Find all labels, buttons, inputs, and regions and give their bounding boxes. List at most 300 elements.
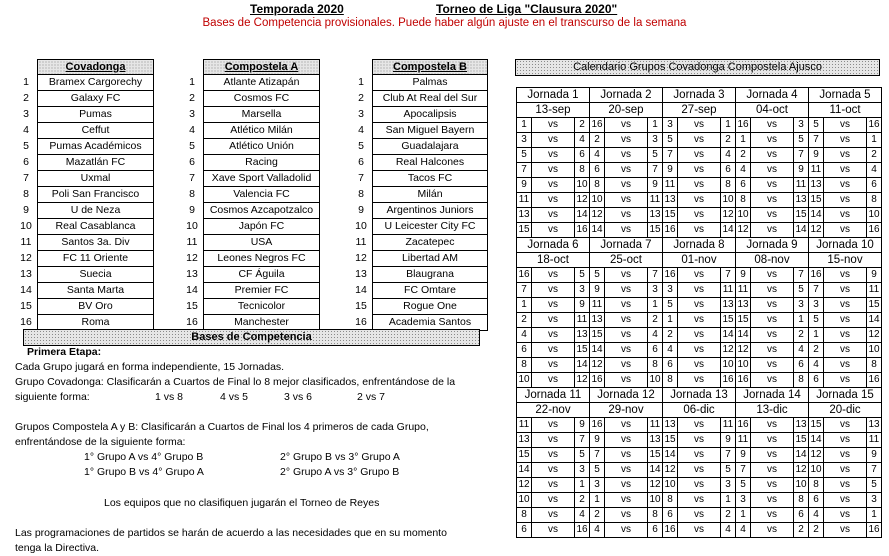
team-row (15, 235, 154, 251)
match-row (517, 178, 882, 193)
team-number: 4 (358, 124, 364, 136)
home-team-number: 4 (809, 358, 824, 373)
vs-label: vs (751, 433, 794, 448)
team-number: 7 (358, 172, 364, 184)
match-row (517, 163, 882, 178)
vs-label: vs (605, 268, 648, 283)
jornada-date: 11-oct (809, 103, 882, 118)
home-team-number: 15 (809, 193, 824, 208)
away-team-number: 15 (867, 298, 882, 313)
away-team-number: 1 (575, 478, 590, 493)
comp-pair-2: 2° Grupo B vs 3° Grupo A (280, 451, 400, 463)
home-team-number: 1 (809, 328, 824, 343)
away-team-number: 2 (575, 493, 590, 508)
away-team-number: 1 (794, 313, 809, 328)
team-row (350, 171, 488, 187)
jornada-label: Jornada 10 (809, 238, 882, 253)
team-row (350, 91, 488, 107)
home-team-number: 9 (736, 268, 751, 283)
home-team-number: 10 (736, 208, 751, 223)
away-team-number: 13 (721, 298, 736, 313)
vs-label: vs (824, 208, 867, 223)
vs-label: vs (605, 523, 648, 538)
away-team-number: 1 (867, 508, 882, 523)
vs-label: vs (605, 463, 648, 478)
team-number: 12 (186, 252, 198, 264)
jornada-date: 01-nov (663, 253, 736, 268)
home-team-number: 8 (736, 193, 751, 208)
jornada-date: 25-oct (590, 253, 663, 268)
vs-label: vs (532, 178, 575, 193)
team-number: 13 (355, 268, 367, 280)
away-team-number: 10 (648, 493, 663, 508)
home-team-number: 15 (517, 223, 532, 238)
team-number: 6 (23, 156, 29, 168)
home-team-number: 15 (663, 433, 678, 448)
away-team-number: 9 (867, 268, 882, 283)
home-team-number: 5 (663, 133, 678, 148)
away-team-number: 12 (721, 343, 736, 358)
jornada-label: Jornada 1 (517, 88, 590, 103)
team-number: 11 (20, 236, 32, 248)
home-team-number: 13 (809, 178, 824, 193)
home-team-number: 3 (517, 133, 532, 148)
team-row (15, 91, 154, 107)
vs-label: vs (751, 508, 794, 523)
away-team-number: 6 (721, 163, 736, 178)
team-name: U de Neza (38, 203, 154, 219)
team-number: 12 (355, 252, 367, 264)
home-team-number: 14 (736, 328, 751, 343)
bases-p2b: siguiente forma: (15, 391, 90, 403)
bases-p5a: Las programaciones de partidos se harán de acuerdo a las necesidades que en su momento (15, 527, 447, 539)
team-row (350, 283, 488, 299)
team-number: 13 (20, 268, 32, 280)
vs-label: vs (751, 163, 794, 178)
home-team-number: 4 (736, 523, 751, 538)
away-team-number: 8 (648, 508, 663, 523)
home-team-number: 7 (736, 463, 751, 478)
team-name: Santa Marta (38, 283, 154, 299)
home-team-number: 12 (663, 463, 678, 478)
vs-label: vs (824, 313, 867, 328)
away-team-number: 7 (575, 433, 590, 448)
away-team-number: 3 (867, 493, 882, 508)
home-team-number: 11 (663, 178, 678, 193)
jornada-date: 20-dic (809, 403, 882, 418)
vs-label: vs (678, 328, 721, 343)
away-team-number: 9 (648, 178, 663, 193)
vs-label: vs (824, 223, 867, 238)
away-team-number: 10 (721, 358, 736, 373)
comp-pair-1: 1° Grupo A vs 4° Grupo B (84, 451, 204, 463)
team-number: 3 (358, 108, 364, 120)
away-team-number: 12 (721, 208, 736, 223)
vs-label: vs (605, 508, 648, 523)
home-team-number: 10 (590, 193, 605, 208)
away-team-number: 11 (648, 193, 663, 208)
away-team-number: 14 (721, 223, 736, 238)
vs-label: vs (532, 283, 575, 298)
away-team-number: 9 (575, 298, 590, 313)
team-number: 1 (189, 76, 195, 88)
vs-label: vs (605, 343, 648, 358)
vs-label: vs (678, 148, 721, 163)
team-row (15, 155, 154, 171)
away-team-number: 2 (794, 523, 809, 538)
home-team-number: 3 (663, 283, 678, 298)
home-team-number: 16 (590, 118, 605, 133)
vs-label: vs (532, 208, 575, 223)
home-team-number: 4 (809, 508, 824, 523)
away-team-number: 8 (575, 163, 590, 178)
match-row (517, 283, 882, 298)
away-team-number: 16 (575, 523, 590, 538)
home-team-number: 12 (809, 223, 824, 238)
team-number: 16 (20, 316, 32, 328)
match-row (517, 433, 882, 448)
away-team-number: 14 (794, 448, 809, 463)
team-name: Pumas (38, 107, 154, 123)
team-name: Xave Sport Valladolid (204, 171, 320, 187)
vs-label: vs (824, 493, 867, 508)
primera-etapa-heading: Primera Etapa: (27, 346, 102, 358)
home-team-number: 11 (590, 298, 605, 313)
away-team-number: 8 (721, 178, 736, 193)
vs-label: vs (532, 298, 575, 313)
home-team-number: 11 (736, 433, 751, 448)
match-row (517, 223, 882, 238)
away-team-number: 6 (794, 358, 809, 373)
home-team-number: 10 (517, 493, 532, 508)
vs-label: vs (751, 268, 794, 283)
team-number: 10 (20, 220, 32, 232)
home-team-number: 16 (663, 223, 678, 238)
team-name: Cosmos FC (204, 91, 320, 107)
team-name: Bramex Cargorechy (38, 75, 154, 91)
team-name: Palmas (373, 75, 488, 91)
away-team-number: 11 (867, 433, 882, 448)
home-team-number: 8 (517, 508, 532, 523)
home-team-number: 14 (663, 448, 678, 463)
team-number: 15 (186, 300, 198, 312)
home-team-number: 11 (736, 283, 751, 298)
match-row (517, 343, 882, 358)
team-row (350, 75, 488, 91)
jornada-label: Jornada 7 (590, 238, 663, 253)
jornada-label: Jornada 14 (736, 388, 809, 403)
away-team-number: 5 (575, 268, 590, 283)
away-team-number: 12 (794, 463, 809, 478)
match-row (517, 208, 882, 223)
jornada-label: Jornada 5 (809, 88, 882, 103)
match-row (517, 523, 882, 538)
vs-label: vs (824, 508, 867, 523)
match-row (517, 448, 882, 463)
team-number: 16 (355, 316, 367, 328)
home-team-number: 16 (736, 373, 751, 388)
away-team-number: 15 (721, 313, 736, 328)
vs-label: vs (605, 313, 648, 328)
team-number: 8 (23, 188, 29, 200)
home-team-number: 13 (736, 298, 751, 313)
jornada-date: 13-sep (517, 103, 590, 118)
team-row (15, 171, 154, 187)
vs-label: vs (532, 373, 575, 388)
vs-label: vs (824, 133, 867, 148)
jornada-label: Jornada 2 (590, 88, 663, 103)
team-row (350, 107, 488, 123)
team-name: BV Oro (38, 299, 154, 315)
vs-label: vs (824, 163, 867, 178)
team-number: 2 (358, 92, 364, 104)
team-number: 14 (186, 284, 198, 296)
team-number: 2 (23, 92, 29, 104)
home-team-number: 12 (517, 478, 532, 493)
team-row (181, 299, 320, 315)
team-number: 15 (20, 300, 32, 312)
bases-p2a: Grupo Covadonga: Clasificarán a Cuartos de Final lo 8 mejor clasificados, enfrentándose de la (15, 376, 456, 388)
team-row (350, 139, 488, 155)
team-row (181, 283, 320, 299)
home-team-number: 11 (517, 418, 532, 433)
team-number: 3 (23, 108, 29, 120)
home-team-number: 3 (736, 493, 751, 508)
home-team-number: 13 (663, 193, 678, 208)
home-team-number: 3 (590, 478, 605, 493)
vs-label: vs (678, 268, 721, 283)
team-name: Valencia FC (204, 187, 320, 203)
home-team-number: 5 (663, 298, 678, 313)
team-name: Apocalipsis (373, 107, 488, 123)
home-team-number: 10 (517, 373, 532, 388)
match-row (517, 508, 882, 523)
vs-label: vs (678, 343, 721, 358)
vs-label: vs (678, 523, 721, 538)
home-team-number: 1 (663, 313, 678, 328)
home-team-number: 14 (590, 343, 605, 358)
vs-label: vs (824, 373, 867, 388)
vs-label: vs (605, 118, 648, 133)
away-team-number: 11 (794, 178, 809, 193)
team-name: Premier FC (204, 283, 320, 299)
vs-label: vs (678, 478, 721, 493)
team-row (181, 219, 320, 235)
home-team-number: 5 (517, 148, 532, 163)
vs-label: vs (824, 328, 867, 343)
away-team-number: 12 (648, 478, 663, 493)
home-team-number: 7 (809, 133, 824, 148)
home-team-number: 3 (809, 298, 824, 313)
team-row (15, 203, 154, 219)
team-row (350, 267, 488, 283)
away-team-number: 14 (575, 208, 590, 223)
vs-label: vs (678, 313, 721, 328)
team-row (181, 171, 320, 187)
away-team-number: 15 (794, 208, 809, 223)
home-team-number: 4 (517, 328, 532, 343)
away-team-number: 10 (648, 373, 663, 388)
vs-label: vs (532, 328, 575, 343)
vs-label: vs (532, 448, 575, 463)
home-team-number: 1 (590, 493, 605, 508)
vs-label: vs (751, 373, 794, 388)
jornada-date: 04-oct (736, 103, 809, 118)
jornada-label: Jornada 9 (736, 238, 809, 253)
team-name: Real Casablanca (38, 219, 154, 235)
team-name: Milán (373, 187, 488, 203)
vs-label: vs (824, 193, 867, 208)
home-team-number: 6 (590, 163, 605, 178)
home-team-number: 5 (590, 268, 605, 283)
vs-label: vs (678, 298, 721, 313)
away-team-number: 1 (867, 133, 882, 148)
home-team-number: 16 (809, 268, 824, 283)
home-team-number: 16 (590, 418, 605, 433)
group-header-spacer (350, 60, 373, 75)
team-row (15, 75, 154, 91)
away-team-number: 4 (794, 343, 809, 358)
vs-label: vs (532, 508, 575, 523)
bases-p1: Cada Grupo jugará en forma independiente, 15 Jornadas. (15, 361, 285, 373)
vs-label: vs (532, 523, 575, 538)
away-team-number: 5 (648, 148, 663, 163)
home-team-number: 16 (736, 418, 751, 433)
team-number: 5 (358, 140, 364, 152)
away-team-number: 14 (794, 223, 809, 238)
away-team-number: 9 (867, 448, 882, 463)
jornada-date: 06-dic (663, 403, 736, 418)
vs-label: vs (751, 133, 794, 148)
home-team-number: 15 (517, 448, 532, 463)
away-team-number: 10 (867, 343, 882, 358)
vs-label: vs (678, 163, 721, 178)
home-team-number: 2 (590, 133, 605, 148)
team-row (181, 251, 320, 267)
away-team-number: 15 (648, 223, 663, 238)
home-team-number: 2 (736, 148, 751, 163)
home-team-number: 7 (517, 163, 532, 178)
comp-pair-4: 2° Grupo A vs 3° Grupo B (280, 466, 400, 478)
team-name: FC Omtare (373, 283, 488, 299)
home-team-number: 13 (517, 433, 532, 448)
team-row (181, 91, 320, 107)
bases-title: Bases de Competencia (23, 329, 480, 346)
home-team-number: 5 (809, 118, 824, 133)
jornada-label: Jornada 15 (809, 388, 882, 403)
home-team-number: 2 (663, 328, 678, 343)
home-team-number: 6 (663, 508, 678, 523)
jornada-label: Jornada 6 (517, 238, 590, 253)
team-number: 13 (186, 268, 198, 280)
vs-label: vs (751, 328, 794, 343)
group-header-spacer (15, 60, 38, 75)
home-team-number: 1 (736, 133, 751, 148)
team-number: 15 (355, 300, 367, 312)
home-team-number: 8 (517, 358, 532, 373)
team-row (350, 187, 488, 203)
team-row (181, 155, 320, 171)
team-name: Ceffut (38, 123, 154, 139)
away-team-number: 3 (794, 118, 809, 133)
away-team-number: 16 (721, 373, 736, 388)
home-team-number: 5 (590, 463, 605, 478)
home-team-number: 4 (590, 148, 605, 163)
match-row (517, 358, 882, 373)
match-row (517, 313, 882, 328)
home-team-number: 6 (809, 373, 824, 388)
team-name: Academia Santos (373, 315, 488, 331)
vs-label: vs (751, 178, 794, 193)
home-team-number: 16 (736, 118, 751, 133)
team-name: Atlante Atizapán (204, 75, 320, 91)
match-row (517, 493, 882, 508)
comp-pair-3: 1° Grupo B vs 4° Grupo A (84, 466, 204, 478)
away-team-number: 8 (867, 358, 882, 373)
away-team-number: 2 (721, 133, 736, 148)
home-team-number: 2 (517, 313, 532, 328)
away-team-number: 11 (867, 283, 882, 298)
team-name: Poli San Francisco (38, 187, 154, 203)
vs-label: vs (532, 148, 575, 163)
vs-label: vs (605, 448, 648, 463)
vs-label: vs (824, 448, 867, 463)
home-team-number: 4 (663, 343, 678, 358)
team-number: 2 (189, 92, 195, 104)
team-number: 1 (23, 76, 29, 88)
home-team-number: 10 (809, 463, 824, 478)
team-name: U Leicester City FC (373, 219, 488, 235)
away-team-number: 4 (867, 163, 882, 178)
home-team-number: 12 (809, 448, 824, 463)
vs-label: vs (605, 193, 648, 208)
team-row (181, 267, 320, 283)
home-team-number: 15 (736, 313, 751, 328)
home-team-number: 9 (590, 433, 605, 448)
jornada-label: Jornada 12 (590, 388, 663, 403)
team-name: Japón FC (204, 219, 320, 235)
away-team-number: 7 (794, 148, 809, 163)
away-team-number: 16 (867, 523, 882, 538)
jornada-label: Jornada 4 (736, 88, 809, 103)
vs-label: vs (605, 418, 648, 433)
bases-p3b: enfrentándose de la siguiente forma: (15, 436, 186, 448)
vs-label: vs (605, 133, 648, 148)
team-number: 11 (355, 236, 367, 248)
vs-label: vs (678, 208, 721, 223)
vs-label: vs (605, 373, 648, 388)
team-number: 6 (189, 156, 195, 168)
group-title: Covadonga (38, 60, 154, 75)
home-team-number: 1 (517, 118, 532, 133)
home-team-number: 8 (809, 478, 824, 493)
away-team-number: 12 (575, 193, 590, 208)
home-team-number: 7 (517, 283, 532, 298)
away-team-number: 11 (648, 418, 663, 433)
away-team-number: 14 (867, 313, 882, 328)
team-number: 14 (355, 284, 367, 296)
team-name: Racing (204, 155, 320, 171)
jornada-date: 18-oct (517, 253, 590, 268)
away-team-number: 5 (721, 463, 736, 478)
away-team-number: 16 (867, 118, 882, 133)
home-team-number: 5 (736, 478, 751, 493)
match-row (517, 193, 882, 208)
team-row (181, 235, 320, 251)
vs-label: vs (532, 478, 575, 493)
away-team-number: 13 (648, 208, 663, 223)
vs-label: vs (751, 478, 794, 493)
